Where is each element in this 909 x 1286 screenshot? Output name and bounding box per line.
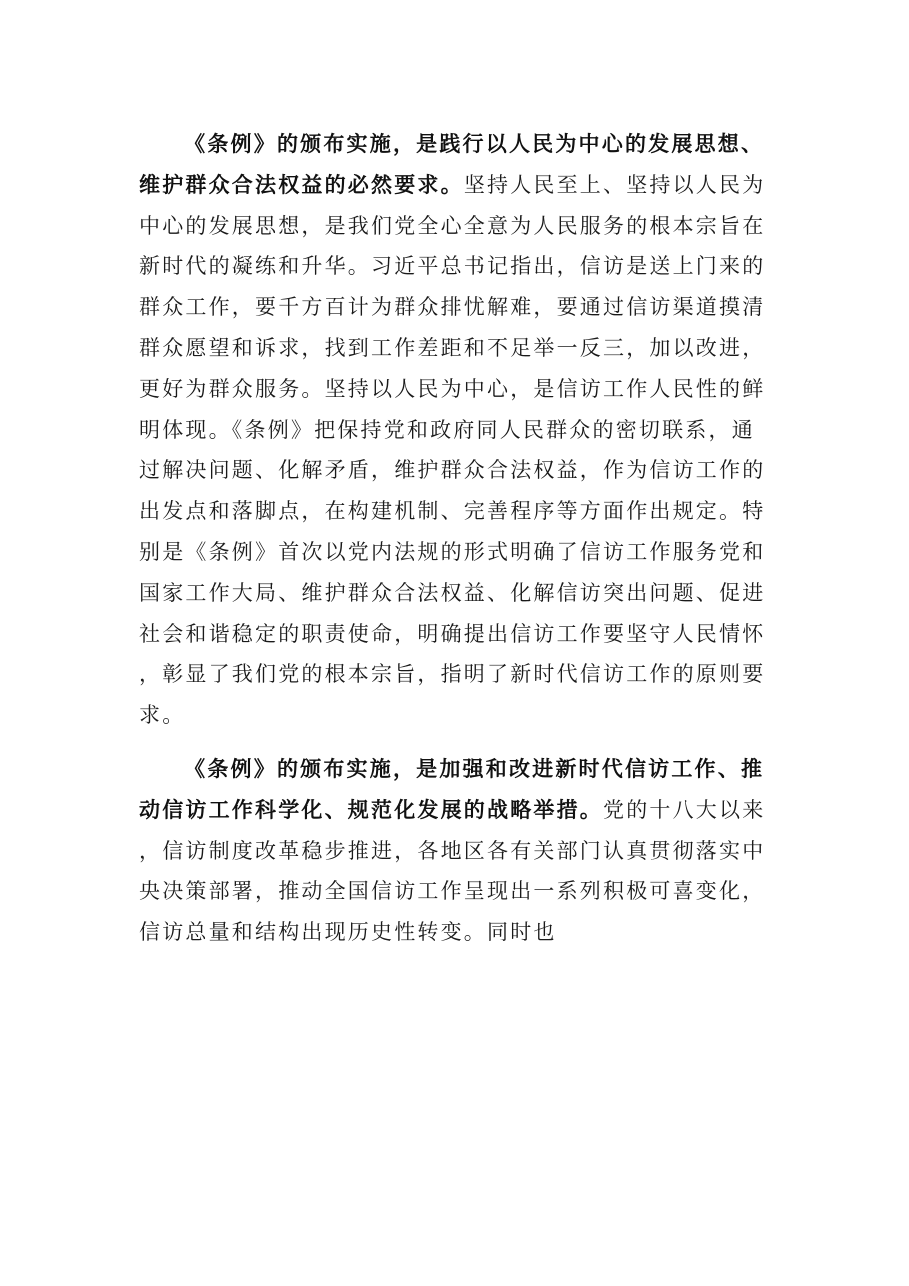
paragraph-1-lead: 《条例》的颁布实施，是践行以人民为中心的发展思想、维护群众合法权益的必然要求。: [139, 132, 765, 197]
paragraph-2-body: 党的十八大以来，信访制度改革稳步推进，各地区各有关部门认真贯彻落实中央决策部署，推动全国信访工作呈现出一系列积极可喜变化，信访总量和结构出现历史性转变。同时也: [139, 797, 766, 945]
paragraph-1-body: 坚持人民至上、坚持以人民为中心的发展思想，是我们党全心全意为人民服务的根本宗旨在新时代的凝练和升华。习近平总书记指出，信访是送上门来的群众工作，要千方百计为群众排忧解难，要通过信访渠道摸清群众愿望和诉求，找到工作差距和不足举一反三，加以改进，更好为群众服务。坚持以人民为中心，是信访工作人民性的鲜明体现。《条例》把保持党和政府同人民群众的密切联系，通过解决问题、化解矛盾，维护群众合法权益，作为信访工作的出发点和落脚点，在构建机制、完善程序等方面作出规定。特别是《条例》首次以党内法规的形式明确了信访工作服务党和国家工作大局、维护群众合法权益、化解信访突出问题、促进社会和谐稳定的职责使命，明确提出信访工作要坚守人民情怀，彰显了我们党的根本宗旨，指明了新时代信访工作的原则要求。: [139, 172, 766, 728]
paragraph-2-lead: 《条例》的颁布实施，是加强和改进新时代信访工作、推动信访工作科学化、规范化发展的战略举措。: [139, 756, 765, 822]
document-body: [139, 124, 771, 953]
paragraph-1: [139, 124, 771, 736]
paragraph-2: [139, 749, 771, 953]
